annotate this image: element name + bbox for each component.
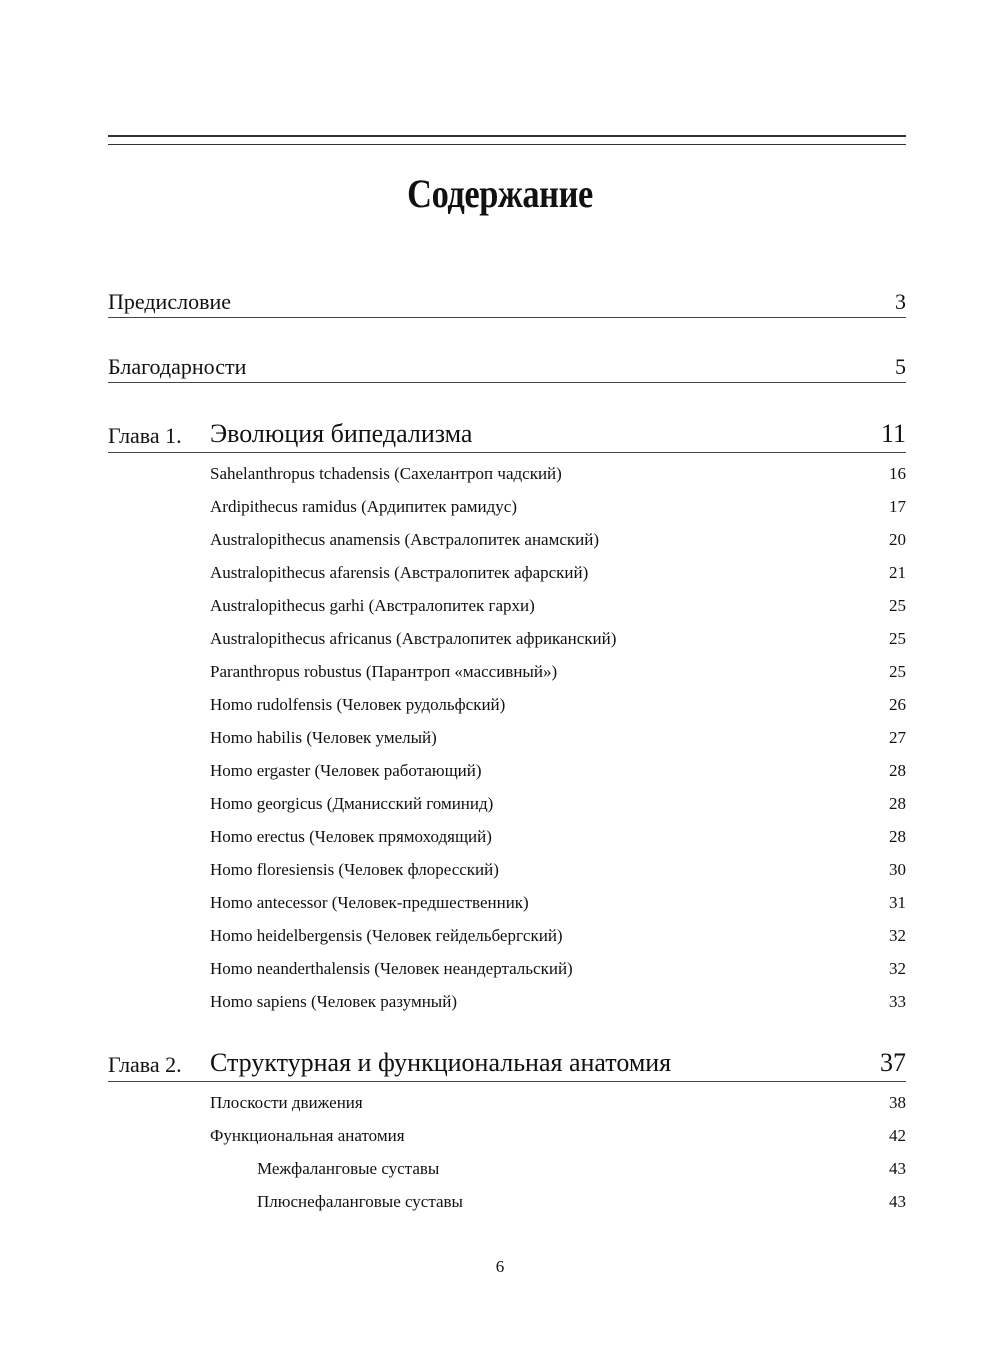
toc-entry[interactable] xyxy=(108,926,906,948)
toc-entry-page: 20 xyxy=(889,530,906,549)
toc-entry[interactable] xyxy=(108,563,906,585)
toc-entry-label: Homo heidelbergensis (Человек гейдельбергский) xyxy=(210,926,563,945)
toc-entry-label: Australopithecus garhi (Австралопитек гархи) xyxy=(210,596,535,615)
toc-entry-label: Homo erectus (Человек прямоходящий) xyxy=(210,827,492,846)
toc-entry[interactable] xyxy=(108,1159,906,1181)
toc-entry-page: 42 xyxy=(889,1126,906,1145)
divider xyxy=(108,452,906,453)
toc-entry-page: 33 xyxy=(889,992,906,1011)
toc-entry-label: Ardipithecus ramidus (Ардипитек рамидус) xyxy=(210,497,517,516)
toc-item-page: 5 xyxy=(895,354,906,379)
top-rule-thin xyxy=(108,144,906,145)
toc-entry-label: Плоскости движения xyxy=(210,1093,363,1112)
toc-entry[interactable] xyxy=(108,959,906,981)
page-title: Содержание xyxy=(407,171,593,216)
toc-entry-page: 16 xyxy=(889,464,906,483)
toc-entry[interactable] xyxy=(108,794,906,816)
toc-entry-page: 26 xyxy=(889,695,906,714)
toc-entry-page: 25 xyxy=(889,662,906,681)
divider xyxy=(108,317,906,318)
toc-entry[interactable] xyxy=(108,530,906,552)
toc-entry-label: Плюснефаланговые суставы xyxy=(257,1192,463,1211)
toc-entry-label: Homo georgicus (Дманисский гоминид) xyxy=(210,794,494,813)
toc-item-page: 3 xyxy=(895,289,906,314)
toc-entry-page: 43 xyxy=(889,1192,906,1211)
chapter-number: Глава 1. xyxy=(108,423,182,448)
toc-entry[interactable] xyxy=(108,497,906,519)
page-number: 6 xyxy=(495,1257,505,1276)
toc-entry-label: Homo sapiens (Человек разумный) xyxy=(210,992,457,1011)
toc-entry-page: 28 xyxy=(889,761,906,780)
toc-entry[interactable] xyxy=(108,695,906,717)
toc-entry-label: Australopithecus africanus (Австралопитек африканский) xyxy=(210,629,617,648)
toc-chapter[interactable] xyxy=(108,1048,906,1082)
toc-entry-page: 38 xyxy=(889,1093,906,1112)
toc-entry-page: 30 xyxy=(889,860,906,879)
chapter-title: Эволюция бипедализма xyxy=(210,419,473,448)
toc-item-label: Предисловие xyxy=(108,289,231,314)
toc-entry[interactable] xyxy=(108,893,906,915)
toc-entry[interactable] xyxy=(108,1093,906,1115)
toc-entry[interactable] xyxy=(108,662,906,684)
toc-entry-label: Homo habilis (Человек умелый) xyxy=(210,728,437,747)
toc-entry-page: 27 xyxy=(889,728,906,747)
toc-entry-page: 32 xyxy=(889,926,906,945)
toc-entry-page: 32 xyxy=(889,959,906,978)
chapter-title: Структурная и функциональная анатомия xyxy=(210,1048,672,1077)
toc-entry[interactable] xyxy=(108,1126,906,1148)
toc-entry-page: 43 xyxy=(889,1159,906,1178)
toc-entry-page: 21 xyxy=(889,563,906,582)
toc-entry-label: Межфаланговые суставы xyxy=(257,1159,440,1178)
toc-entry-label: Homo rudolfensis (Человек рудольфский) xyxy=(210,695,506,714)
toc-entry-label: Sahelanthropus tchadensis (Сахелантроп чадский) xyxy=(210,464,562,483)
chapter-number: Глава 2. xyxy=(108,1052,182,1077)
toc-entry[interactable] xyxy=(108,860,906,882)
toc-entry[interactable] xyxy=(108,728,906,750)
toc-entry[interactable] xyxy=(108,827,906,849)
top-rule-thick xyxy=(108,135,906,137)
toc-entry-page: 28 xyxy=(889,827,906,846)
toc-entry-label: Homo floresiensis (Человек флоресский) xyxy=(210,860,499,879)
toc-entry[interactable] xyxy=(108,992,906,1014)
toc-entry-label: Paranthropus robustus (Парантроп «массивный») xyxy=(210,662,558,681)
toc-entry-page: 17 xyxy=(889,497,906,516)
chapter-page: 37 xyxy=(880,1048,906,1077)
toc-entry[interactable] xyxy=(108,596,906,618)
toc-entry-label: Australopithecus afarensis (Австралопитек афарский) xyxy=(210,563,589,582)
chapter-page: 11 xyxy=(880,419,906,448)
toc-entry-page: 28 xyxy=(889,794,906,813)
toc-front-item[interactable] xyxy=(108,354,906,384)
toc-entry[interactable] xyxy=(108,761,906,783)
toc-entry-label: Homo ergaster (Человек работающий) xyxy=(210,761,482,780)
toc-entry-label: Homo antecessor (Человек-предшественник) xyxy=(210,893,529,912)
toc-entry[interactable] xyxy=(108,464,906,486)
toc-entry-page: 25 xyxy=(889,629,906,648)
toc-entry-label: Функциональная анатомия xyxy=(210,1126,405,1145)
toc-front-item[interactable] xyxy=(108,289,906,319)
divider xyxy=(108,382,906,383)
toc-entry-page: 25 xyxy=(889,596,906,615)
toc-entry-page: 31 xyxy=(889,893,906,912)
divider xyxy=(108,1081,906,1082)
toc-entry-label: Australopithecus anamensis (Австралопитек анамский) xyxy=(210,530,600,549)
toc-entry[interactable] xyxy=(108,1192,906,1214)
toc-entry[interactable] xyxy=(108,629,906,651)
toc-item-label: Благодарности xyxy=(108,354,247,379)
toc-entry-label: Homo neanderthalensis (Человек неандертальский) xyxy=(210,959,573,978)
toc-chapter[interactable] xyxy=(108,419,906,453)
